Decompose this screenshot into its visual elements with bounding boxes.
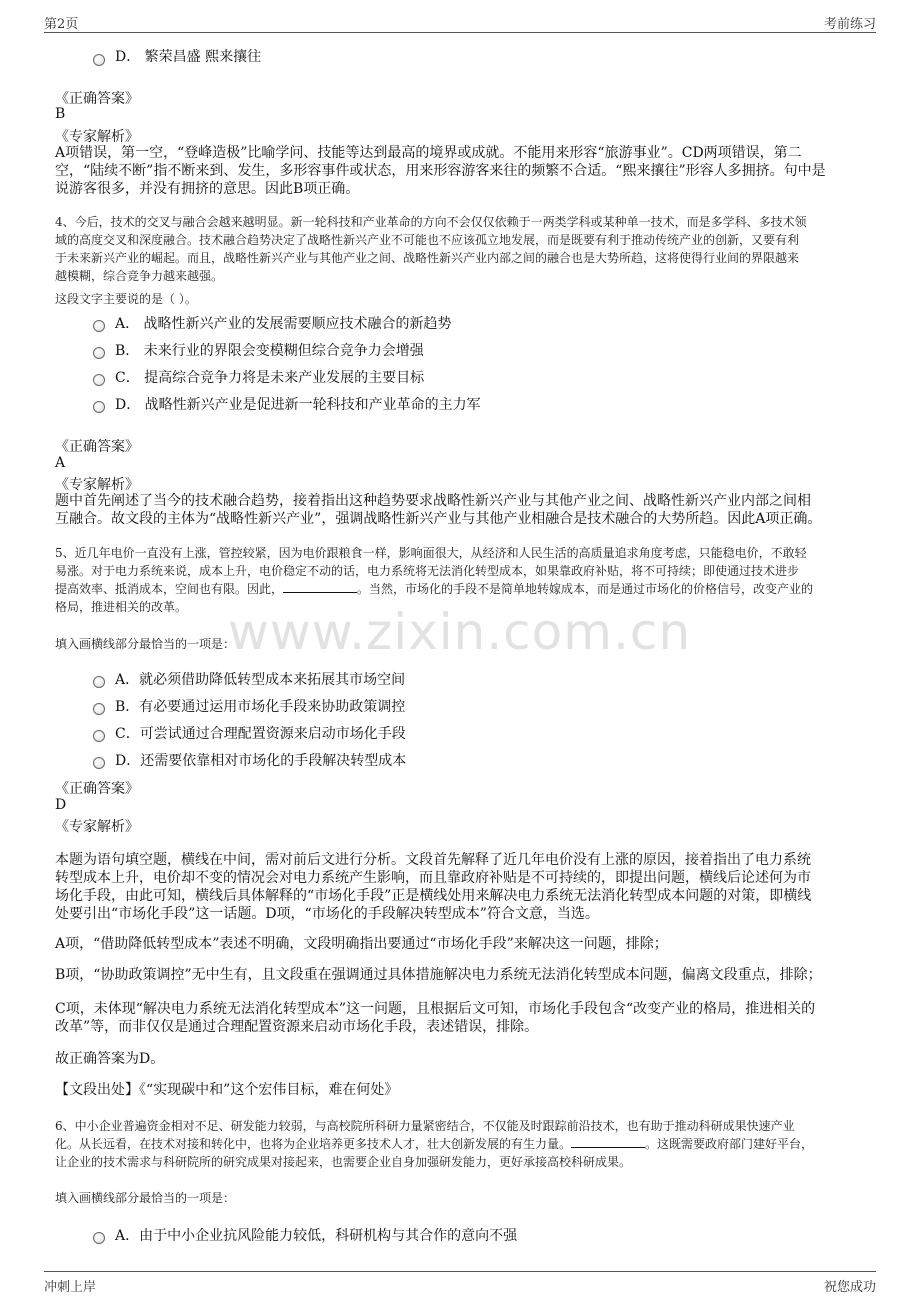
footer-left-label: 冲刺上岸: [44, 1280, 97, 1295]
header-divider: [44, 32, 876, 33]
q5-analysis-line: 场化手段，由此可知，横线后具体解释的“市场化手段”正是横线处用来解决电力系统无法消化转型成本问题的对策，即横线: [55, 888, 812, 904]
q3-answer-label: 《正确答案》: [55, 91, 139, 107]
q5-stem: [55, 544, 867, 616]
q4-analysis: [55, 492, 867, 528]
q6-stem-after-blank: 。这既需要政府部门建好平台，: [645, 1137, 814, 1151]
q4-option-c-radio[interactable]: [93, 374, 105, 386]
q5-analysis-line: 本题为语句填空题，横线在中间，需对前后文进行分析。文段首先解释了近几年电价没有上涨的原因，接着指出了电力系统: [55, 852, 811, 868]
q5-analysis-line: 改革”等，而非仅仅是通过合理配置资源来启动市场化手段，表述错误，排除。: [55, 1019, 539, 1035]
q4-option-b-radio[interactable]: [93, 347, 105, 359]
q4-option-a-radio[interactable]: [93, 320, 105, 332]
q5-analysis-p1: [55, 851, 867, 923]
q5-analysis-line: 转型成本上升，电价却不变的情况会对电力系统产生影响，而且靠政府补贴是不可持续的，即提出问题，横线后论述何为市: [55, 870, 811, 886]
q5-analysis-p2: A项，“借助降低转型成本”表述不明确，文段明确指出要通过“市场化手段”来解决这一问题，排除；: [55, 936, 668, 952]
q4-answer-label: 《正确答案》: [55, 439, 139, 455]
q4-stem-line: 越模糊，综合竞争力越来越强。: [55, 269, 224, 283]
q6-option-a[interactable]: A．由于中小企业抗风险能力较低，科研机构与其合作的意向不强: [115, 1228, 518, 1244]
q3-analysis-line: A项错误，第一空，“登峰造极”比喻学问、技能等达到最高的境界或成就。不能用来形容“旅游事业”。CD两项错误，第二: [55, 145, 802, 161]
q5-analysis-p4: [55, 1000, 867, 1036]
q5-option-b[interactable]: B．有必要通过运用市场化手段来协助政策调控: [115, 699, 406, 715]
footer-right-label: 祝您成功: [823, 1280, 876, 1295]
q6-stem-line: [55, 1135, 867, 1153]
q4-analysis-line: 互融合。故文段的主体为“战略性新兴产业”，强调战略性新兴产业与其他产业相融合是技术融合的大势所趋。因此A项正确。: [55, 511, 822, 527]
q5-option-c[interactable]: C．可尝试通过合理配置资源来启动市场化手段: [115, 726, 406, 742]
q5-stem-line: 5、近几年电价一直没有上涨，管控较紧，因为电价跟粮食一样，影响面很大，从经济和人民生活的高质量追求角度考虑，只能稳电价，不敢轻: [55, 546, 807, 560]
q5-analysis-line: C项，未体现“解决电力系统无法消化转型成本”这一问题，且根据后文可知，市场化手段包含“改变产业的格局，推进相关的: [55, 1001, 816, 1017]
q5-option-d-radio[interactable]: [93, 757, 105, 769]
q4-analysis-label: 《专家解析》: [55, 477, 139, 493]
q5-stem-before-blank: 提高效率、抵消成本，空间也有限。因此，: [55, 582, 284, 596]
q4-analysis-line: 题中首先阐述了当今的技术融合趋势，接着指出这种趋势要求战略性新兴产业与其他产业之间、战略性新兴产业内部之间相: [55, 493, 811, 509]
q5-answer-label: 《正确答案》: [55, 781, 139, 797]
q3-analysis-line: 说游客很多，并没有拥挤的意思。因此B项正确。: [55, 181, 360, 197]
q4-option-d-radio[interactable]: [93, 401, 105, 413]
q5-option-b-radio[interactable]: [93, 703, 105, 715]
q5-source: 【文段出处】《“实现碳中和”这个宏伟目标，难在何处》: [55, 1082, 399, 1098]
q5-prompt: 填入画横线部分最恰当的一项是：: [55, 637, 236, 651]
q5-option-c-radio[interactable]: [93, 730, 105, 742]
q6-stem: [55, 1117, 867, 1171]
q4-stem-line: 4、今后，技术的交叉与融合会越来越明显。新一轮科技和产业革命的方向不会仅仅依赖于一两类学科或某种单一技术，而是多学科、多技术领: [55, 215, 807, 229]
q4-stem-line: 于未来新兴产业的崛起。而且，战略性新兴产业与其他产业之间、战略性新兴产业内部之间的融合也是大势所趋，这将使得行业间的界限越来: [55, 251, 800, 265]
footer-divider: [44, 1271, 876, 1272]
watermark: www.zixin.com.cn: [228, 603, 692, 661]
q4-option-a[interactable]: A． 战略性新兴产业的发展需要顺应技术融合的新趋势: [115, 316, 452, 332]
q5-fill-blank: [283, 580, 357, 593]
q5-analysis-line: 处要引出“市场化手段”这一话题。D项，“市场化的手段解决转型成本”符合文意，当选。: [55, 906, 599, 922]
q3-analysis: [55, 144, 867, 198]
q3-option-d-radio[interactable]: [93, 54, 105, 66]
q6-stem-line: 让企业的技术需求与科研院所的研究成果对接起来，也需要企业自身加强研发能力，更好承接高校科研成果。: [55, 1155, 632, 1169]
q4-question: 这段文字主要说的是（ ）。: [55, 292, 197, 306]
q5-analysis-p3: B项，“协助政策调控”无中生有，且文段重在强调通过具体措施解决电力系统无法消化转型成本问题，偏离文段重点，排除；: [55, 967, 822, 983]
q3-analysis-label: 《专家解析》: [55, 129, 139, 145]
q5-stem-line: [55, 580, 867, 598]
q5-answer-summary: 故正确答案为D。: [55, 1051, 165, 1067]
q4-answer: A: [55, 455, 66, 471]
q5-stem-after-blank: 。当然，市场化的手段不是简单地转嫁成本，而是通过市场化的价格信号，改变产业的: [357, 582, 814, 596]
q6-stem-line: 6、中小企业普遍资金相对不足、研发能力较弱，与高校院所科研力量紧密结合，不仅能及时跟踪前沿技术，也有助于推动科研成果快速产业: [55, 1119, 795, 1133]
q5-option-a-radio[interactable]: [93, 676, 105, 688]
page-number: 第2页: [44, 17, 79, 32]
q5-option-d[interactable]: D．还需要依靠相对市场化的手段解决转型成本: [115, 753, 407, 769]
q5-analysis-label: 《专家解析》: [55, 819, 139, 835]
q4-option-b[interactable]: B． 未来行业的界限会变模糊但综合竞争力会增强: [115, 343, 424, 359]
q5-answer: D: [55, 797, 67, 813]
q4-option-d[interactable]: D． 战略性新兴产业是促进新一轮科技和产业革命的主力军: [115, 397, 481, 413]
q6-option-a-radio[interactable]: [93, 1232, 105, 1244]
q5-stem-line: 格局，推进相关的改革。: [55, 600, 188, 614]
q6-prompt: 填入画横线部分最恰当的一项是：: [55, 1191, 236, 1205]
q3-option-d[interactable]: D． 繁荣昌盛 熙来攘往: [115, 49, 262, 65]
q3-analysis-line: 空，“陆续不断”指不断来到、发生，多形容事件或状态，用来形容游客来往的频繁不合适。“熙来攘往”形容人多拥挤。句中是: [55, 163, 826, 179]
header-right-label: 考前练习: [823, 17, 876, 32]
q3-answer: B: [55, 106, 66, 122]
q5-option-a[interactable]: A．就必须借助降低转型成本来拓展其市场空间: [115, 672, 406, 688]
q4-option-c[interactable]: C． 提高综合竞争力将是未来产业发展的主要目标: [115, 370, 425, 386]
q6-stem-before-blank: 化。从长远看，在技术对接和转化中，也将为企业培养更多技术人才，壮大创新发展的有生力量。: [55, 1137, 572, 1151]
q5-stem-line: 易涨。对于电力系统来说，成本上升，电价稳定不动的话，电力系统将无法消化转型成本，如果靠政府补贴，将不可持续；即使通过技术进步: [55, 564, 800, 578]
q4-stem-line: 域的高度交叉和深度融合。技术融合趋势决定了战略性新兴产业不可能也不应该孤立地发展，而是既要有利于推动传统产业的创新，又要有利: [55, 233, 800, 247]
q6-fill-blank: [571, 1135, 645, 1148]
q4-stem: [55, 213, 867, 285]
